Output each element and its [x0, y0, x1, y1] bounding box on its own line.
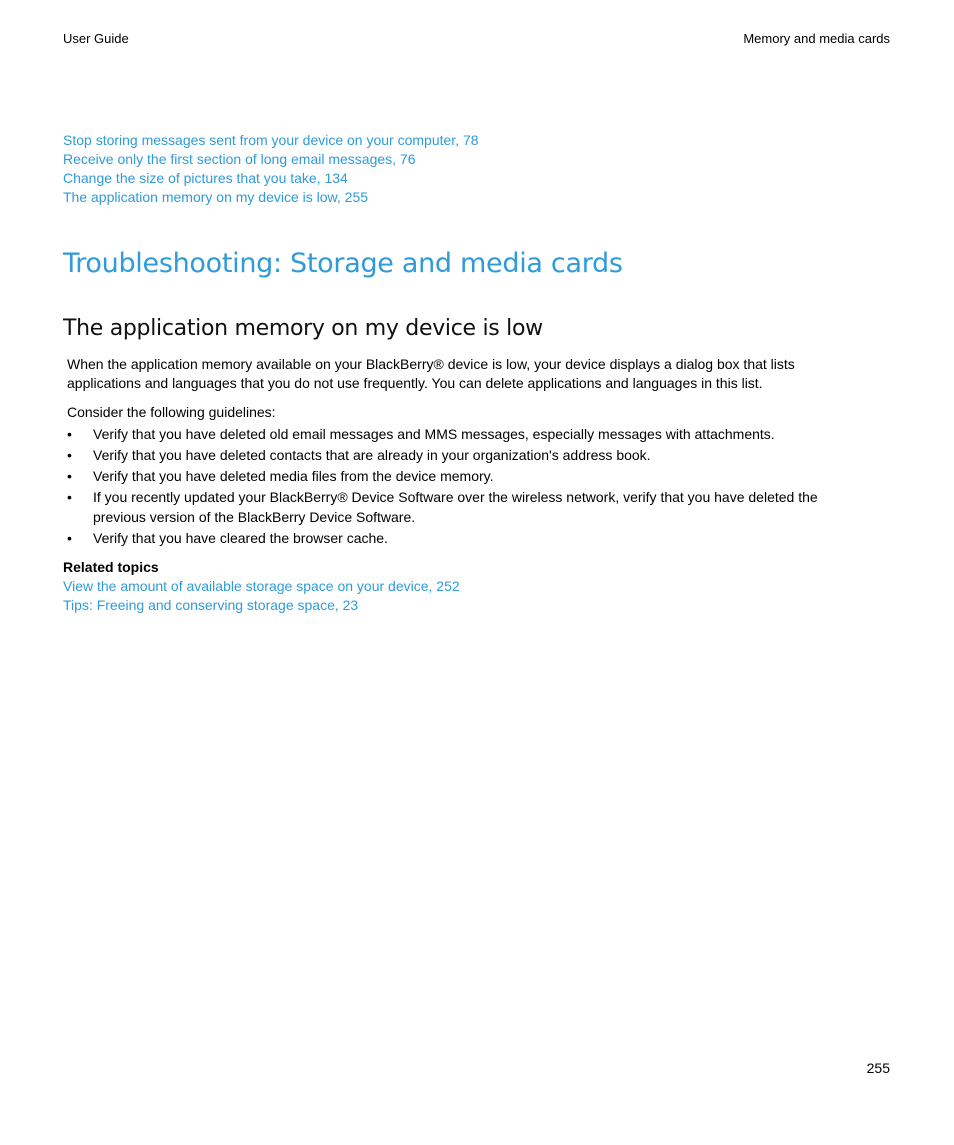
related-topics-label: Related topics	[63, 559, 159, 575]
page-number: 255	[866, 1060, 890, 1076]
list-item	[63, 528, 863, 548]
list-item	[63, 487, 863, 527]
running-header-guide-title: User Guide	[63, 31, 129, 46]
running-header-chapter-title: Memory and media cards	[743, 31, 890, 46]
list-item	[63, 131, 479, 150]
bullet-marker: •	[67, 530, 72, 546]
list-item	[63, 445, 863, 465]
bullet-text: If you recently updated your BlackBerry® Device Software over the wireless network, verify that you have deleted the previous version of the BlackBerry Device Software.	[93, 489, 818, 525]
bullet-marker: •	[67, 468, 72, 484]
link-freeing-storage-tips[interactable]: Tips: Freeing and conserving storage space, 23	[63, 597, 359, 613]
link-change-picture-size[interactable]: Change the size of pictures that you take, 134	[63, 170, 348, 186]
list-item	[63, 150, 479, 169]
list-item	[63, 169, 479, 188]
list-item	[63, 577, 460, 596]
link-application-memory-low[interactable]: The application memory on my device is low, 255	[63, 189, 369, 205]
top-related-links	[63, 131, 479, 207]
bullet-text: Verify that you have deleted old email messages and MMS messages, especially messages with attachments.	[93, 426, 775, 442]
list-item	[63, 466, 863, 486]
related-topics-links	[63, 577, 460, 615]
bullet-marker: •	[67, 426, 72, 442]
bullet-text: Verify that you have cleared the browser cache.	[93, 530, 388, 546]
link-stop-storing-messages[interactable]: Stop storing messages sent from your device on your computer, 78	[63, 132, 479, 148]
bullet-text: Verify that you have deleted contacts that are already in your organization's address book.	[93, 447, 651, 463]
link-view-storage-space[interactable]: View the amount of available storage space on your device, 252	[63, 578, 460, 594]
bullet-marker: •	[67, 447, 72, 463]
intro-paragraph: When the application memory available on your BlackBerry® device is low, your device displays a dialog box that lists applications and languages that you do not use frequently. You can delete applications and languages in this list.	[67, 356, 795, 391]
subsection-title: The application memory on my device is low	[63, 316, 543, 341]
list-item	[63, 424, 863, 444]
list-item	[63, 596, 460, 615]
bullet-text: Verify that you have deleted media files from the device memory.	[93, 468, 494, 484]
link-receive-first-section[interactable]: Receive only the first section of long email messages, 76	[63, 151, 416, 167]
bullet-marker: •	[67, 489, 72, 505]
section-title: Troubleshooting: Storage and media cards	[63, 248, 623, 279]
guidelines-list	[63, 424, 863, 549]
guidelines-label: Consider the following guidelines:	[67, 404, 276, 420]
list-item	[63, 188, 479, 207]
